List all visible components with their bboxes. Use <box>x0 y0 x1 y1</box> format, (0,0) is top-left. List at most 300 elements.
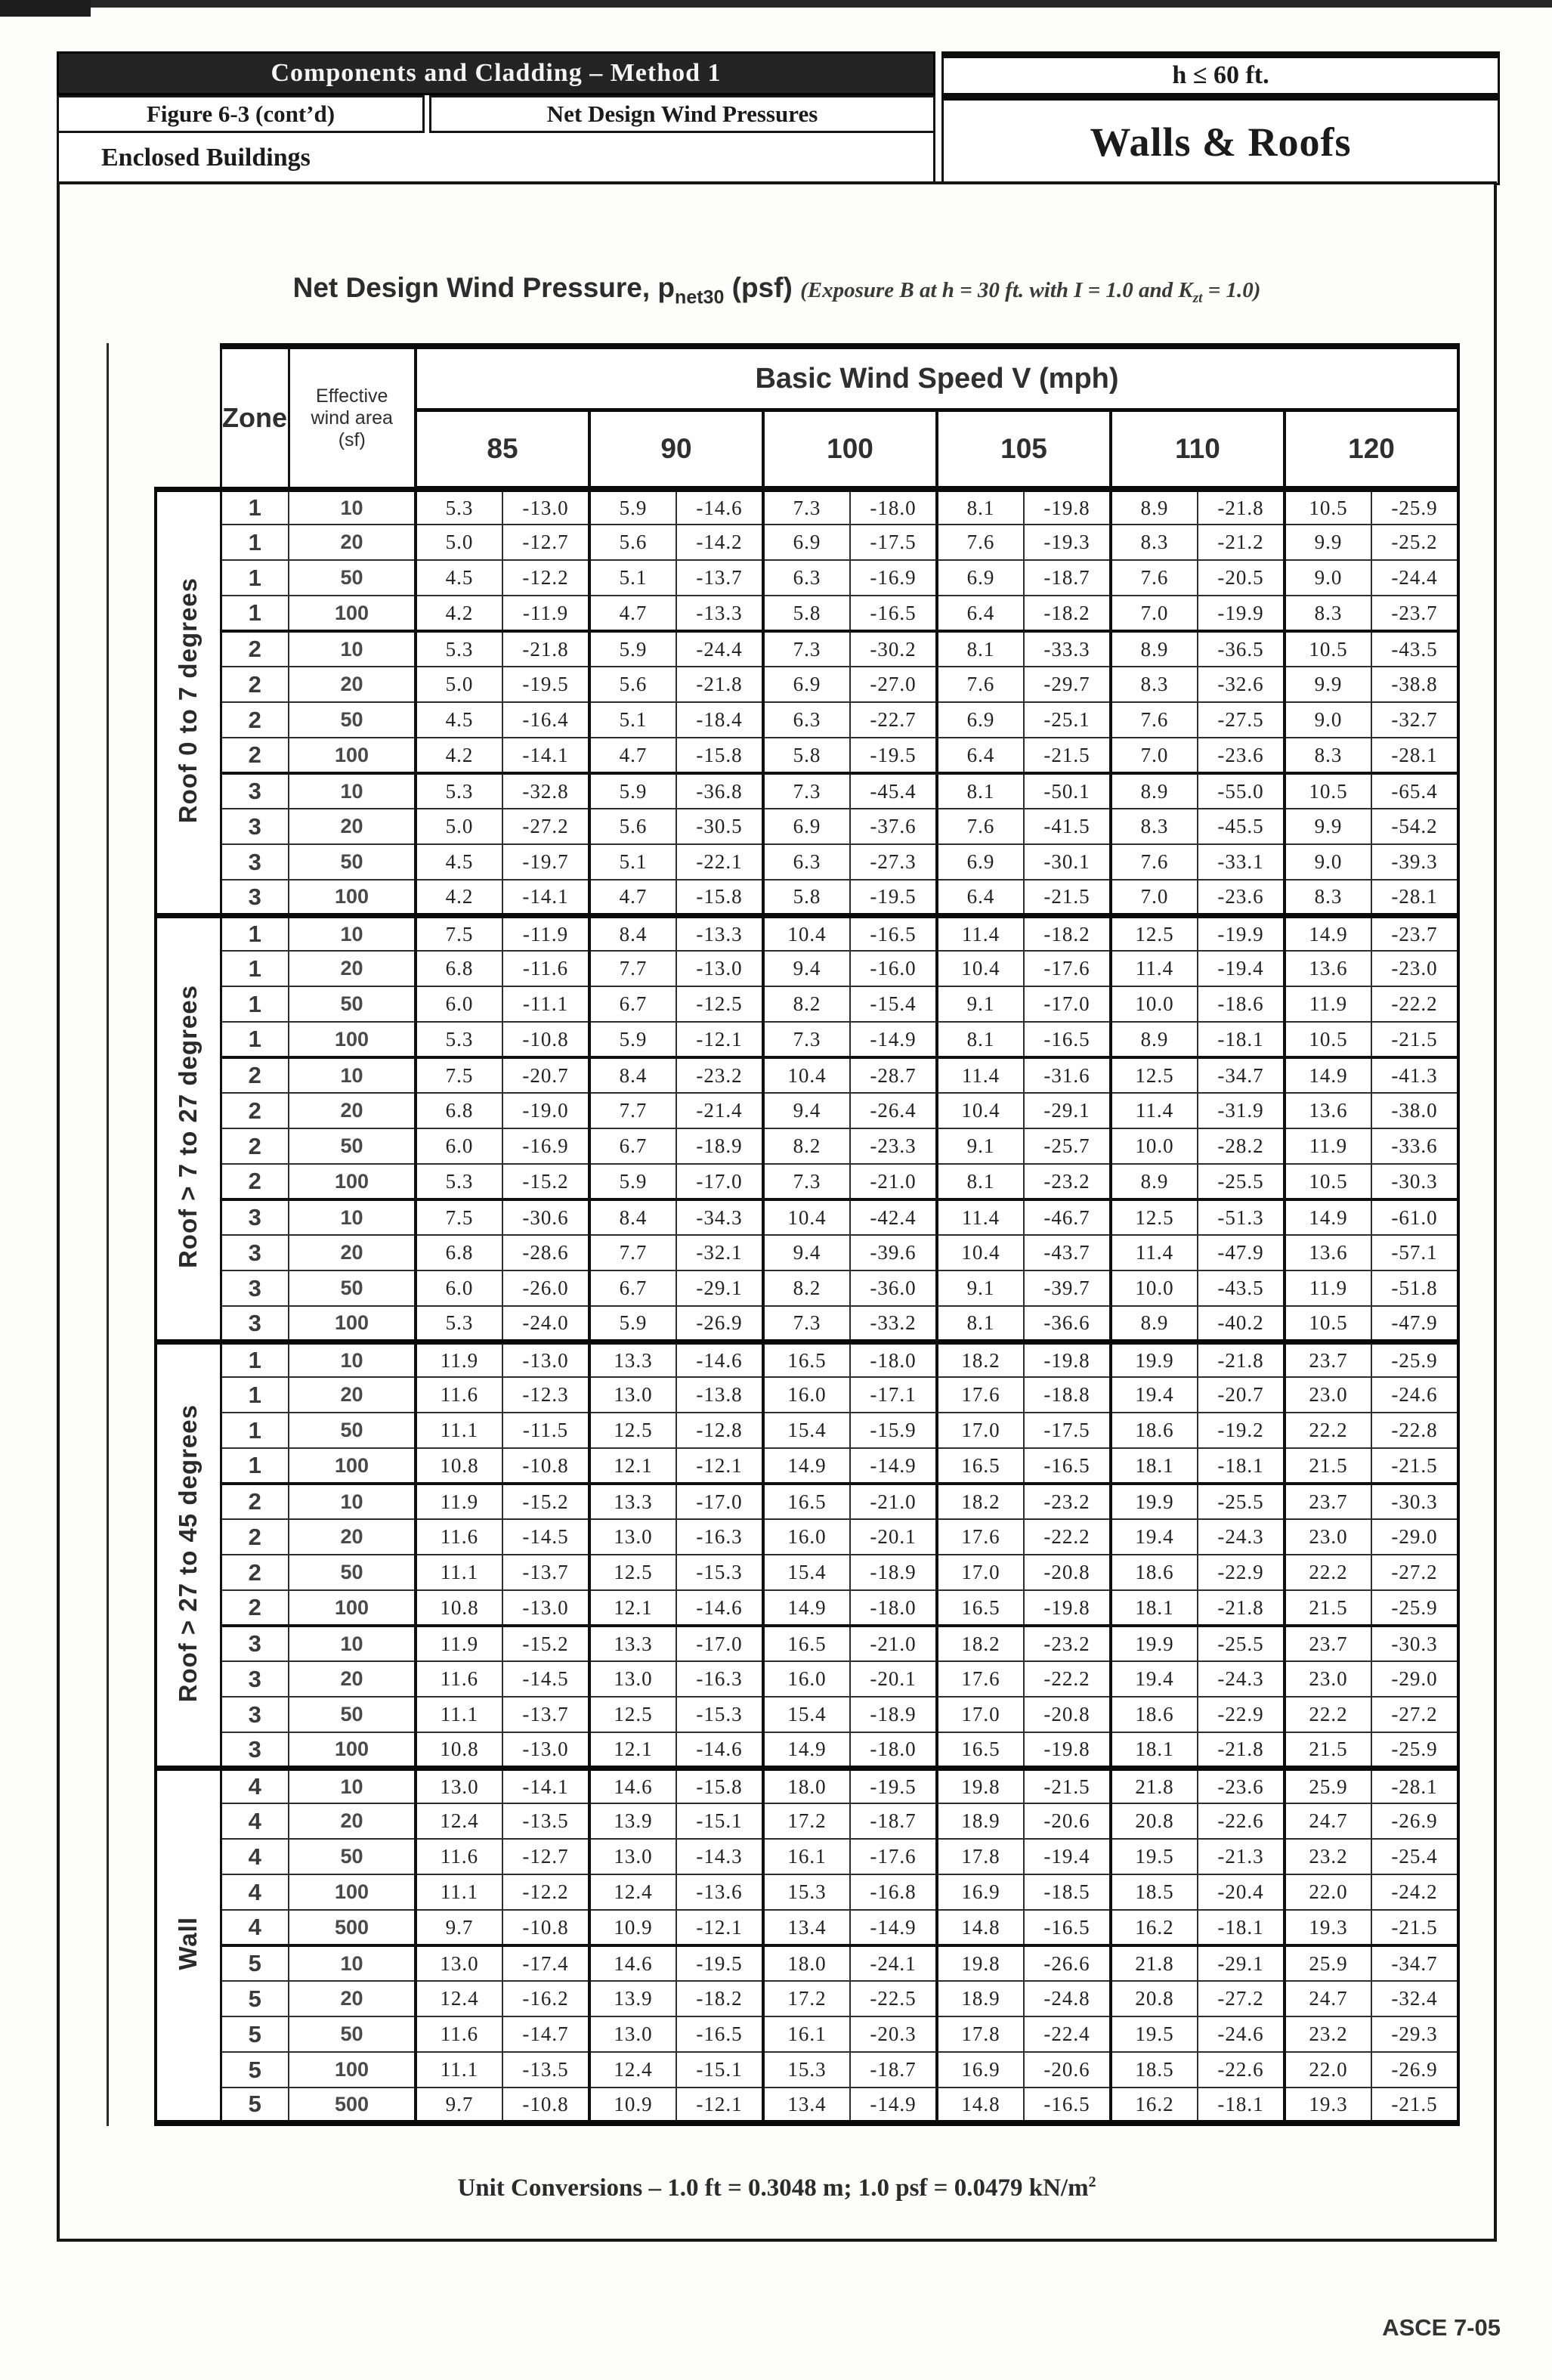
pressure-cell: 6.7 <box>589 986 676 1022</box>
pressure-cell: -25.5 <box>1198 1484 1285 1519</box>
speed-100: 100 <box>763 410 937 490</box>
pressure-cell: 4.7 <box>589 596 676 631</box>
pressure-cell: 20.8 <box>1111 1981 1198 2016</box>
pressure-cell: -28.1 <box>1371 1768 1458 1803</box>
table-title <box>60 272 1494 308</box>
zone-cell: 3 <box>221 773 289 809</box>
zone-cell: 1 <box>221 915 289 951</box>
zone-cell: 4 <box>221 1874 289 1910</box>
pressure-cell: -30.6 <box>502 1199 589 1235</box>
pressure-cell: -20.3 <box>850 2016 937 2052</box>
pressure-cell: -20.5 <box>1198 560 1285 596</box>
pressure-cell: -21.8 <box>1198 489 1285 525</box>
pressure-cell: -14.2 <box>676 525 763 560</box>
area-cell: 10 <box>289 773 416 809</box>
pressure-cell: 5.0 <box>416 525 502 560</box>
zone-cell: 2 <box>221 1057 289 1093</box>
pressure-cell: 6.0 <box>416 1270 502 1306</box>
pressure-cell: -33.6 <box>1371 1128 1458 1164</box>
header-right <box>941 51 1500 185</box>
area-cell: 10 <box>289 631 416 667</box>
pressure-cell: -13.0 <box>676 951 763 986</box>
pressure-cell: 8.3 <box>1285 738 1371 773</box>
zone-cell: 2 <box>221 1484 289 1519</box>
table-row <box>156 1626 1458 1661</box>
zone-cell: 2 <box>221 1590 289 1626</box>
pressure-cell: -16.8 <box>850 1874 937 1910</box>
pressure-cell: 15.3 <box>763 2052 850 2088</box>
pressure-cell: -21.2 <box>1198 525 1285 560</box>
pressure-cell: 12.4 <box>416 1803 502 1839</box>
pressure-cell: 9.1 <box>937 1270 1024 1306</box>
pressure-cell: -45.5 <box>1198 809 1285 844</box>
pressure-cell: -14.9 <box>850 1022 937 1057</box>
pressure-cell: -39.3 <box>1371 844 1458 880</box>
pressure-cell: 7.7 <box>589 951 676 986</box>
pressure-cell: 12.5 <box>1111 915 1198 951</box>
zone-cell: 4 <box>221 1803 289 1839</box>
pressure-cell: 19.5 <box>1111 2016 1198 2052</box>
pressure-cell: 6.8 <box>416 1093 502 1128</box>
pressure-cell: 16.1 <box>763 1839 850 1874</box>
zone-cell: 3 <box>221 1235 289 1270</box>
pressure-cell: 14.9 <box>1285 1057 1371 1093</box>
row-group-label <box>156 1342 221 1768</box>
table-row <box>156 1803 1458 1839</box>
pressure-cell: 16.0 <box>763 1661 850 1697</box>
title-prefix: Net Design Wind Pressure, p <box>292 272 676 303</box>
pressure-cell: 7.0 <box>1111 596 1198 631</box>
pressure-cell: -16.5 <box>850 596 937 631</box>
speed-120: 120 <box>1285 410 1458 490</box>
pressure-cell: 13.0 <box>589 2016 676 2052</box>
condition-subscript: zt <box>1192 289 1203 306</box>
pressure-cell: 23.7 <box>1285 1484 1371 1519</box>
zone-cell: 3 <box>221 1626 289 1661</box>
pressure-cell: -39.7 <box>1024 1270 1111 1306</box>
pressure-cell: 8.9 <box>1111 1022 1198 1057</box>
pressure-cell: -20.1 <box>850 1519 937 1555</box>
pressure-cell: -21.8 <box>676 667 763 702</box>
table-row <box>156 880 1458 915</box>
pressure-cell: 4.2 <box>416 880 502 915</box>
pressure-cell: -18.2 <box>1024 915 1111 951</box>
pressure-cell: -27.2 <box>502 809 589 844</box>
zone-cell: 3 <box>221 844 289 880</box>
pressure-cell: -41.3 <box>1371 1057 1458 1093</box>
pressure-cell: -33.1 <box>1198 844 1285 880</box>
pressure-cell: 7.3 <box>763 773 850 809</box>
pressure-cell: -38.0 <box>1371 1093 1458 1128</box>
pressure-cell: 14.8 <box>937 1910 1024 1945</box>
pressure-cell: 13.9 <box>589 1803 676 1839</box>
pressure-cell: 5.9 <box>589 631 676 667</box>
pressure-cell: 23.7 <box>1285 1626 1371 1661</box>
area-cell: 10 <box>289 1199 416 1235</box>
pressure-cell: -13.8 <box>676 1377 763 1413</box>
pressure-cell: 8.3 <box>1111 667 1198 702</box>
pressure-cell: 7.3 <box>763 1306 850 1342</box>
zone-cell: 1 <box>221 1448 289 1484</box>
table-row <box>156 1306 1458 1342</box>
pressure-cell: 18.6 <box>1111 1413 1198 1448</box>
row-group-1 <box>156 915 1458 1342</box>
zone-cell: 1 <box>221 560 289 596</box>
pressure-cell: -27.3 <box>850 844 937 880</box>
pressure-cell: -23.3 <box>850 1128 937 1164</box>
pressure-cell: 5.0 <box>416 809 502 844</box>
title-suffix: (psf) <box>724 272 801 303</box>
pressure-cell: 4.2 <box>416 738 502 773</box>
table-row <box>156 1874 1458 1910</box>
zone-cell: 3 <box>221 1199 289 1235</box>
pressure-cell: 13.3 <box>589 1484 676 1519</box>
table-row <box>156 1128 1458 1164</box>
table-row <box>156 1342 1458 1377</box>
pressure-cell: 10.4 <box>763 915 850 951</box>
pressure-cell: 7.6 <box>937 525 1024 560</box>
pressure-cell: 8.1 <box>937 489 1024 525</box>
pressure-cell: -24.0 <box>502 1306 589 1342</box>
pressure-cell: 5.3 <box>416 1164 502 1199</box>
pressure-cell: -11.6 <box>502 951 589 986</box>
pressure-cell: 5.3 <box>416 1306 502 1342</box>
pressure-cell: 18.1 <box>1111 1732 1198 1768</box>
area-cell: 50 <box>289 986 416 1022</box>
pressure-cell: 19.9 <box>1111 1342 1198 1377</box>
pressure-cell: -18.0 <box>850 1732 937 1768</box>
pressure-cell: -15.9 <box>850 1413 937 1448</box>
pressure-cell: 16.5 <box>937 1732 1024 1768</box>
pressure-cell: 11.6 <box>416 1519 502 1555</box>
pressure-cell: 15.4 <box>763 1555 850 1590</box>
pressure-cell: 6.8 <box>416 951 502 986</box>
pressure-cell: 11.6 <box>416 1839 502 1874</box>
pressure-cell: -12.1 <box>676 1910 763 1945</box>
pressures-label: Net Design Wind Pressures <box>429 95 935 133</box>
pressure-cell: 23.2 <box>1285 1839 1371 1874</box>
pressure-cell: -65.4 <box>1371 773 1458 809</box>
area-cell: 100 <box>289 738 416 773</box>
pressure-cell: -25.9 <box>1371 1732 1458 1768</box>
pressure-cell: 12.1 <box>589 1732 676 1768</box>
pressure-cell: -12.5 <box>676 986 763 1022</box>
pressure-cell: 17.2 <box>763 1981 850 2016</box>
pressure-cell: -19.8 <box>1024 1342 1111 1377</box>
pressure-cell: 6.9 <box>937 560 1024 596</box>
pressure-cell: 5.6 <box>589 809 676 844</box>
zone-cell: 4 <box>221 1910 289 1945</box>
wind-pressure-table <box>154 343 1460 2126</box>
pressure-cell: 16.1 <box>763 2016 850 2052</box>
header-left <box>57 51 935 185</box>
pressure-cell: 12.5 <box>1111 1199 1198 1235</box>
pressure-cell: -20.6 <box>1024 1803 1111 1839</box>
pressure-cell: -33.3 <box>1024 631 1111 667</box>
pressure-cell: 4.2 <box>416 596 502 631</box>
pressure-cell: -17.6 <box>850 1839 937 1874</box>
pressure-cell: 13.6 <box>1285 1093 1371 1128</box>
pressure-cell: 9.9 <box>1285 525 1371 560</box>
pressure-cell: -28.1 <box>1371 738 1458 773</box>
table-row <box>156 1910 1458 1945</box>
pressure-cell: 10.5 <box>1285 631 1371 667</box>
pressure-cell: -17.0 <box>676 1484 763 1519</box>
pressure-cell: -15.3 <box>676 1697 763 1732</box>
pressure-cell: 7.7 <box>589 1093 676 1128</box>
pressure-cell: 8.4 <box>589 1199 676 1235</box>
pressure-cell: -15.3 <box>676 1555 763 1590</box>
pressure-cell: 6.0 <box>416 1128 502 1164</box>
pressure-cell: -25.5 <box>1198 1164 1285 1199</box>
pressure-cell: -22.4 <box>1024 2016 1111 2052</box>
pressure-cell: 6.7 <box>589 1128 676 1164</box>
area-cell: 10 <box>289 915 416 951</box>
pressure-cell: -21.5 <box>1024 738 1111 773</box>
area-cell: 20 <box>289 667 416 702</box>
pressure-cell: -17.4 <box>502 1945 589 1981</box>
pressure-cell: -21.5 <box>1371 1448 1458 1484</box>
pressure-cell: 5.1 <box>589 702 676 738</box>
pressure-cell: -12.7 <box>502 525 589 560</box>
pressure-cell: 14.9 <box>763 1732 850 1768</box>
pressure-cell: -13.7 <box>676 560 763 596</box>
pressure-cell: 11.6 <box>416 1377 502 1413</box>
pressure-cell: -22.7 <box>850 702 937 738</box>
pressure-cell: -13.3 <box>676 596 763 631</box>
pressure-cell: -25.9 <box>1371 1342 1458 1377</box>
pressure-cell: 18.0 <box>763 1768 850 1803</box>
pressure-cell: 17.6 <box>937 1377 1024 1413</box>
pressure-cell: 11.4 <box>1111 1235 1198 1270</box>
pressure-cell: -14.9 <box>850 1910 937 1945</box>
pressure-cell: -12.1 <box>676 1448 763 1484</box>
pressure-cell: -31.9 <box>1198 1093 1285 1128</box>
pressure-cell: 12.4 <box>589 2052 676 2088</box>
area-cell: 20 <box>289 951 416 986</box>
area-cell: 20 <box>289 1803 416 1839</box>
pressure-cell: -14.9 <box>850 2088 937 2123</box>
area-cell: 20 <box>289 1377 416 1413</box>
pressure-cell: -19.8 <box>1024 1732 1111 1768</box>
area-cell: 50 <box>289 1270 416 1306</box>
pressure-cell: -24.4 <box>676 631 763 667</box>
pressure-cell: -28.7 <box>850 1057 937 1093</box>
pressure-cell: 17.8 <box>937 1839 1024 1874</box>
main-table-box <box>57 181 1497 2242</box>
pressure-cell: 18.2 <box>937 1484 1024 1519</box>
table-row <box>156 1484 1458 1519</box>
pressure-cell: -21.0 <box>850 1484 937 1519</box>
pressure-cell: 18.5 <box>1111 1874 1198 1910</box>
pressure-cell: 23.0 <box>1285 1377 1371 1413</box>
pressure-cell: -19.5 <box>850 880 937 915</box>
zone-cell: 3 <box>221 1697 289 1732</box>
scan-corner-artifact <box>0 0 91 17</box>
pressure-cell: 17.2 <box>763 1803 850 1839</box>
table-row <box>156 1519 1458 1555</box>
zone-cell: 3 <box>221 1270 289 1306</box>
pressure-cell: 12.5 <box>589 1697 676 1732</box>
pressure-cell: -16.0 <box>850 951 937 986</box>
pressure-cell: -32.8 <box>502 773 589 809</box>
area-cell: 10 <box>289 1484 416 1519</box>
table-row <box>156 1164 1458 1199</box>
pressure-cell: 5.1 <box>589 560 676 596</box>
pressure-cell: 18.9 <box>937 1803 1024 1839</box>
pressure-cell: -13.7 <box>502 1697 589 1732</box>
pressure-cell: 8.3 <box>1285 880 1371 915</box>
pressure-cell: 4.5 <box>416 844 502 880</box>
pressure-cell: -14.1 <box>502 1768 589 1803</box>
area-cell: 100 <box>289 1448 416 1484</box>
pressure-cell: 11.4 <box>937 1057 1024 1093</box>
pressure-cell: -24.1 <box>850 1945 937 1981</box>
unit-conversions-note <box>60 2174 1494 2202</box>
zone-cell: 1 <box>221 596 289 631</box>
pressure-cell: 10.0 <box>1111 1270 1198 1306</box>
pressure-cell: 16.9 <box>937 2052 1024 2088</box>
area-cell: 50 <box>289 560 416 596</box>
pressure-cell: -10.8 <box>502 2088 589 2123</box>
pressure-cell: 7.3 <box>763 1164 850 1199</box>
pressure-cell: -18.9 <box>850 1555 937 1590</box>
pressure-cell: -21.8 <box>1198 1732 1285 1768</box>
pressure-cell: -22.2 <box>1024 1661 1111 1697</box>
pressure-cell: 10.9 <box>589 2088 676 2123</box>
zone-cell: 3 <box>221 880 289 915</box>
pressure-cell: -12.2 <box>502 1874 589 1910</box>
pressure-cell: 9.9 <box>1285 809 1371 844</box>
pressure-cell: -11.9 <box>502 596 589 631</box>
pressure-cell: 16.5 <box>763 1484 850 1519</box>
pressure-cell: -14.6 <box>676 1342 763 1377</box>
pressure-cell: 14.6 <box>589 1945 676 1981</box>
pressure-cell: -14.9 <box>850 1448 937 1484</box>
pressure-cell: -22.5 <box>850 1981 937 2016</box>
pressure-cell: -31.6 <box>1024 1057 1111 1093</box>
area-cell: 20 <box>289 1661 416 1697</box>
pressure-cell: -23.2 <box>1024 1164 1111 1199</box>
pressure-cell: 14.9 <box>1285 1199 1371 1235</box>
pressure-cell: -25.1 <box>1024 702 1111 738</box>
pressure-cell: 21.5 <box>1285 1590 1371 1626</box>
pressure-cell: -14.1 <box>502 880 589 915</box>
pressure-cell: -14.7 <box>502 2016 589 2052</box>
pressure-cell: 22.2 <box>1285 1697 1371 1732</box>
pressure-cell: 19.3 <box>1285 1910 1371 1945</box>
pressure-cell: 9.4 <box>763 1093 850 1128</box>
pressure-cell: 13.3 <box>589 1342 676 1377</box>
pressure-cell: 22.2 <box>1285 1555 1371 1590</box>
pressure-cell: -38.8 <box>1371 667 1458 702</box>
pressure-cell: 6.3 <box>763 844 850 880</box>
pressure-cell: -22.8 <box>1371 1413 1458 1448</box>
pressure-cell: 21.5 <box>1285 1732 1371 1768</box>
pressure-cell: 5.3 <box>416 1022 502 1057</box>
pressure-cell: -34.7 <box>1198 1057 1285 1093</box>
pressure-cell: -30.1 <box>1024 844 1111 880</box>
pressure-cell: -55.0 <box>1198 773 1285 809</box>
pressure-cell: -13.5 <box>502 1803 589 1839</box>
pressure-cell: -29.3 <box>1371 2016 1458 2052</box>
pressure-cell: 18.0 <box>763 1945 850 1981</box>
pressure-cell: 16.0 <box>763 1377 850 1413</box>
area-header-line1: Effective <box>316 385 388 407</box>
pressure-cell: 10.5 <box>1285 773 1371 809</box>
pressure-cell: 5.3 <box>416 773 502 809</box>
pressure-cell: 8.1 <box>937 1164 1024 1199</box>
area-cell: 10 <box>289 1626 416 1661</box>
pressure-cell: -15.8 <box>676 880 763 915</box>
pressure-cell: -13.0 <box>502 1732 589 1768</box>
pressure-cell: -18.0 <box>850 1342 937 1377</box>
pressure-cell: 5.9 <box>589 1164 676 1199</box>
walls-roofs-label: Walls & Roofs <box>941 95 1500 185</box>
zone-cell: 1 <box>221 986 289 1022</box>
pressure-cell: 9.7 <box>416 1910 502 1945</box>
pressure-cell: -10.8 <box>502 1022 589 1057</box>
area-cell: 100 <box>289 1164 416 1199</box>
pressure-cell: -15.8 <box>676 738 763 773</box>
pressure-cell: 6.4 <box>937 738 1024 773</box>
building-type-label: Enclosed Buildings <box>57 133 935 185</box>
pressure-cell: 7.3 <box>763 1022 850 1057</box>
pressure-cell: -19.9 <box>1198 915 1285 951</box>
table-row <box>156 2016 1458 2052</box>
pressure-cell: -24.8 <box>1024 1981 1111 2016</box>
table-row <box>156 1235 1458 1270</box>
page-header <box>57 51 1500 185</box>
pressure-cell: -20.8 <box>1024 1697 1111 1732</box>
pressure-cell: -20.7 <box>1198 1377 1285 1413</box>
pressure-cell: 14.9 <box>763 1590 850 1626</box>
pressure-cell: -20.4 <box>1198 1874 1285 1910</box>
pressure-cell: 21.5 <box>1285 1448 1371 1484</box>
pressure-cell: -18.4 <box>676 702 763 738</box>
pressure-cell: 6.9 <box>937 844 1024 880</box>
pressure-cell: 25.9 <box>1285 1768 1371 1803</box>
pressure-cell: 10.5 <box>1285 1306 1371 1342</box>
pressure-cell: -22.6 <box>1198 2052 1285 2088</box>
speed-90: 90 <box>589 410 763 490</box>
title-condition <box>800 278 1261 306</box>
pressure-cell: -16.5 <box>1024 2088 1111 2123</box>
area-cell: 50 <box>289 702 416 738</box>
table-frame <box>107 343 1460 2126</box>
table-row <box>156 489 1458 525</box>
pressure-cell: -28.2 <box>1198 1128 1285 1164</box>
pressure-cell: -12.1 <box>676 1022 763 1057</box>
table-row <box>156 1199 1458 1235</box>
zone-cell: 2 <box>221 1128 289 1164</box>
pressure-cell: -12.2 <box>502 560 589 596</box>
pressure-cell: -24.3 <box>1198 1519 1285 1555</box>
pressure-cell: -25.2 <box>1371 525 1458 560</box>
pressure-cell: -19.8 <box>1024 1590 1111 1626</box>
pressure-cell: -17.0 <box>676 1164 763 1199</box>
row-group-0 <box>156 489 1458 915</box>
pressure-cell: 21.8 <box>1111 1768 1198 1803</box>
pressure-cell: -32.7 <box>1371 702 1458 738</box>
pressure-cell: 8.3 <box>1111 525 1198 560</box>
area-cell: 20 <box>289 1235 416 1270</box>
pressure-cell: 25.9 <box>1285 1945 1371 1981</box>
pressure-cell: 10.4 <box>937 951 1024 986</box>
pressure-cell: -29.0 <box>1371 1519 1458 1555</box>
pressure-cell: 8.4 <box>589 915 676 951</box>
zone-cell: 1 <box>221 1413 289 1448</box>
